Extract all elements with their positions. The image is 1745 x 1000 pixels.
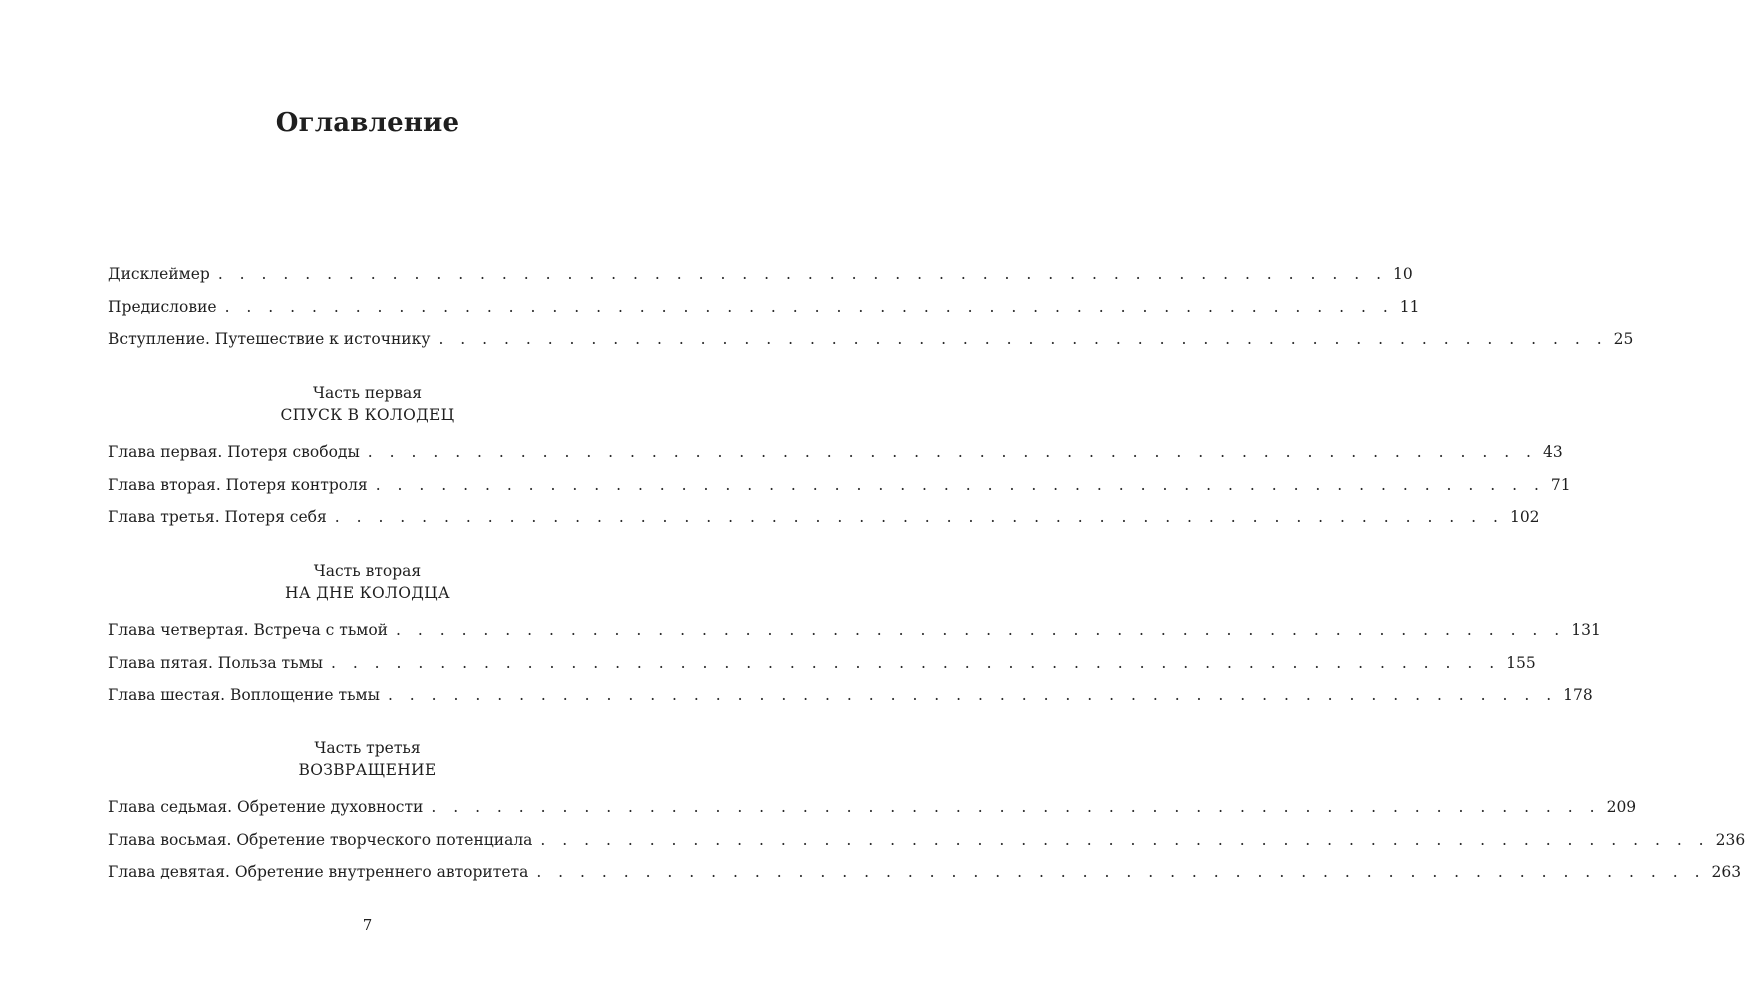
toc-entry-page: 209 bbox=[1606, 798, 1637, 816]
toc-entry-page: 131 bbox=[1571, 621, 1601, 639]
toc-leader-dots: . . . . . . . . . . . . . . . . . . . . . . . . . . . . . . . . . . . . . . . . . . . . . . . . . . . . . . bbox=[367, 443, 1537, 461]
page-title: Оглавление bbox=[275, 108, 460, 138]
toc-entry-page: 10 bbox=[1393, 265, 1413, 283]
toc-entry-label: Дисклеймер bbox=[108, 265, 210, 283]
part-heading bbox=[0, 382, 735, 426]
toc-entry-label: Предисловие bbox=[108, 297, 217, 316]
toc-entry[interactable] bbox=[108, 647, 1536, 680]
part-title: ВОЗВРАЩЕНИЕ bbox=[298, 761, 437, 779]
part-heading bbox=[0, 560, 735, 604]
toc-leader-dots: . . . . . . . . . . . . . . . . . . . . . . . . . . . . . . . . . . . . . . . . . . . . . . . . . . . . . . bbox=[540, 830, 1710, 849]
toc-entry-label: Вступление. Путешествие к источнику bbox=[108, 330, 431, 348]
toc-entry-label: Глава восьмая. Обретение творческого потенциала bbox=[108, 830, 533, 849]
toc-leader-dots: . . . . . . . . . . . . . . . . . . . . . . . . . . . . . . . . . . . . . . . . . . . . . . . . . . . . . . bbox=[396, 621, 1566, 639]
toc-entry-page: 43 bbox=[1542, 443, 1563, 461]
toc-part-list bbox=[108, 436, 1571, 534]
toc-entry-label: Глава пятая. Польза тьмы bbox=[108, 653, 323, 672]
toc-leader-dots: . . . . . . . . . . . . . . . . . . . . . . . . . . . . . . . . . . . . . . . . . . . . . . . . . . . . . . bbox=[431, 798, 1601, 816]
toc-entry[interactable] bbox=[108, 791, 1637, 824]
part-number: Часть третья bbox=[314, 739, 421, 757]
toc-entry[interactable] bbox=[108, 291, 1420, 324]
toc-entry-page: 102 bbox=[1509, 508, 1540, 526]
toc-entry[interactable] bbox=[108, 436, 1563, 469]
toc-leader-dots: . . . . . . . . . . . . . . . . . . . . . . . . . . . . . . . . . . . . . . . . . . . . . . . . . . . . . . bbox=[375, 475, 1545, 494]
toc-leader-dots: . . . . . . . . . . . . . . . . . . . . . . . . . . . . . . . . . . . . . . . . . . . . . . . . . . . . . . bbox=[387, 686, 1558, 704]
toc-entry[interactable] bbox=[108, 323, 1634, 356]
toc-entry[interactable] bbox=[108, 469, 1571, 502]
toc-entry-page: 11 bbox=[1399, 297, 1420, 316]
toc-entry-label: Глава третья. Потеря себя bbox=[108, 508, 327, 526]
toc-intro-list bbox=[108, 258, 1634, 356]
toc-part-list bbox=[108, 614, 1601, 712]
toc-entry-label: Глава четвертая. Встреча с тьмой bbox=[108, 621, 389, 639]
toc-leader-dots: . . . . . . . . . . . . . . . . . . . . . . . . . . . . . . . . . . . . . . . . . . . . . . . . . . . . . . bbox=[217, 265, 1388, 283]
part-title: НА ДНЕ КОЛОДЦА bbox=[285, 584, 450, 602]
part-number: Часть первая bbox=[312, 384, 422, 402]
toc-entry[interactable] bbox=[108, 824, 1745, 857]
toc-leader-dots: . . . . . . . . . . . . . . . . . . . . . . . . . . . . . . . . . . . . . . . . . . . . . . . . . . . . . . bbox=[536, 863, 1706, 881]
toc-entry-label: Глава девятая. Обретение внутреннего авторитета bbox=[108, 863, 529, 881]
toc-entry[interactable] bbox=[108, 856, 1742, 889]
toc-entry-label: Глава седьмая. Обретение духовности bbox=[108, 798, 424, 816]
toc-part-list bbox=[108, 791, 1745, 889]
toc-entry-label: Глава первая. Потеря свободы bbox=[108, 443, 360, 461]
toc-entry-page: 71 bbox=[1550, 475, 1571, 494]
toc-entry-label: Глава шестая. Воплощение тьмы bbox=[108, 686, 380, 704]
toc-entry-page: 263 bbox=[1711, 863, 1742, 881]
toc-leader-dots: . . . . . . . . . . . . . . . . . . . . . . . . . . . . . . . . . . . . . . . . . . . . . . . . . . . . . . bbox=[334, 508, 1504, 526]
toc-entry-label: Глава вторая. Потеря контроля bbox=[108, 475, 368, 494]
part-heading bbox=[0, 737, 735, 781]
toc-leader-dots: . . . . . . . . . . . . . . . . . . . . . . . . . . . . . . . . . . . . . . . . . . . . . . . . . . . . . . bbox=[330, 653, 1501, 672]
toc-entry-page: 155 bbox=[1506, 653, 1536, 672]
toc-entry[interactable] bbox=[108, 501, 1540, 534]
part-title: СПУСК В КОЛОДЕЦ bbox=[280, 406, 455, 424]
toc-entry-page: 25 bbox=[1613, 330, 1634, 348]
toc-entry[interactable] bbox=[108, 614, 1601, 647]
page-number: 7 bbox=[362, 916, 373, 934]
toc-entry-page: 178 bbox=[1563, 686, 1593, 704]
toc-leader-dots: . . . . . . . . . . . . . . . . . . . . . . . . . . . . . . . . . . . . . . . . . . . . . . . . . . . . . . bbox=[224, 297, 1394, 316]
toc-leader-dots: . . . . . . . . . . . . . . . . . . . . . . . . . . . . . . . . . . . . . . . . . . . . . . . . . . . . . . bbox=[438, 330, 1608, 348]
toc-entry[interactable] bbox=[108, 679, 1593, 712]
toc-entry[interactable] bbox=[108, 258, 1413, 291]
part-number: Часть вторая bbox=[313, 562, 422, 580]
toc-entry-page: 236 bbox=[1715, 830, 1745, 849]
